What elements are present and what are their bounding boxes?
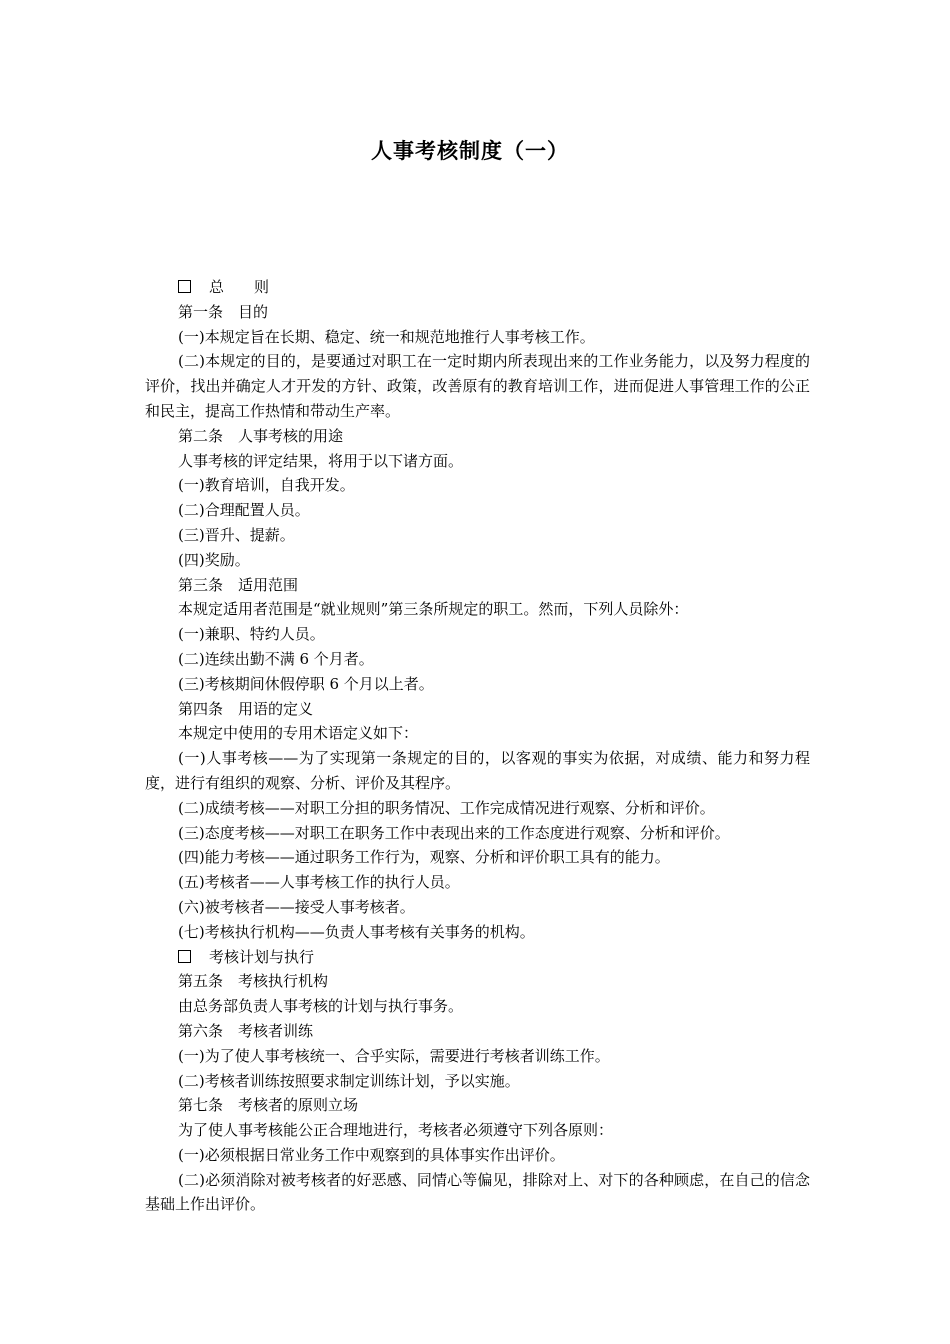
article-4-item-5: (五)考核者——人事考核工作的执行人员。: [178, 873, 460, 892]
article-3-item-1: (一)兼职、特约人员。: [178, 625, 325, 644]
article-4-item-1: (一)人事考核——为了实现第一条规定的目的，以客观的事实为依据，对成绩、能力和努力程度，进行有组织的观察、分析、评价及其程序。: [145, 749, 810, 792]
article-7-item-2: (二)必须消除对被考核者的好恶感、同情心等偏见，排除对上、对下的各种顾虑，在自己的信念基础上作出评价。: [145, 1170, 810, 1214]
article-2-heading: 第二条 人事考核的用途: [178, 426, 344, 445]
article-4-item-6: (六)被考核者——接受人事考核者。: [178, 897, 415, 916]
article-4-item-3: (三)态度考核——对职工在职务工作中表现出来的工作态度进行观察、分析和评价。: [178, 823, 730, 842]
article-5-body: 由总务部负责人事考核的计划与执行事务。: [178, 997, 464, 1016]
article-3-item-3: (三)考核期间休假停职 6 个月以上者。: [178, 674, 434, 693]
section-heading-plan-execution: 考核计划与执行: [145, 945, 810, 970]
article-7-item-1: (一)必须根据日常业务工作中观察到的具体事实作出评价。: [178, 1145, 565, 1164]
section-heading-general: 总 则: [145, 275, 810, 300]
checkbox-square-icon: [178, 950, 191, 963]
article-2-item-4: (四)奖励。: [178, 550, 250, 569]
article-4-item-7: (七)考核执行机构——负责人事考核有关事务的机构。: [178, 922, 535, 941]
article-6-heading: 第六条 考核者训练: [178, 1021, 314, 1040]
article-5-heading: 第五条 考核执行机构: [178, 972, 329, 991]
article-1-item-2: (二)本规定的目的，是要通过对职工在一定时期内所表现出来的工作业务能力，以及努力程度的评价，找出并确定人才开发的方针、政策，改善原有的教育培训工作，进而促进人事管理工作的公正和民主，提高工作热情和带动生产率。: [145, 352, 810, 420]
article-2-intro: 人事考核的评定结果，将用于以下诸方面。: [178, 451, 464, 470]
article-4-item-4: (四)能力考核——通过职务工作行为，观察、分析和评价职工具有的能力。: [178, 848, 670, 867]
article-2-item-3: (三)晋升、提薪。: [178, 525, 295, 544]
checkbox-square-icon: [178, 280, 191, 293]
article-3-intro: 本规定适用者范围是“就业规则”第三条所规定的职工。然而，下列人员除外：: [178, 600, 689, 619]
article-3-heading: 第三条 适用范围: [178, 575, 299, 594]
article-6-item-2: (二)考核者训练按照要求制定训练计划，予以实施。: [178, 1071, 520, 1090]
article-1-heading: 第一条 目的: [178, 302, 269, 321]
document-body: [145, 275, 810, 1217]
article-4-intro: 本规定中使用的专用术语定义如下：: [178, 724, 419, 743]
article-2-item-1: (一)教育培训，自我开发。: [178, 476, 355, 495]
article-2-item-2: (二)合理配置人员。: [178, 501, 310, 520]
article-4-item-2: (二)成绩考核——对职工分担的职务情况、工作完成情况进行观察、分析和评价。: [178, 798, 715, 817]
document-title: 人事考核制度（一）: [371, 138, 569, 163]
article-1-item-1: (一)本规定旨在长期、稳定、统一和规范地推行人事考核工作。: [178, 327, 595, 346]
article-4-heading: 第四条 用语的定义: [178, 699, 314, 718]
article-6-item-1: (一)为了使人事考核统一、合乎实际，需要进行考核者训练工作。: [178, 1046, 610, 1065]
article-3-item-2: (二)连续出勤不满 6 个月者。: [178, 649, 374, 668]
article-7-intro: 为了使人事考核能公正合理地进行，考核者必须遵守下列各原则：: [178, 1121, 614, 1140]
article-7-heading: 第七条 考核者的原则立场: [178, 1096, 359, 1115]
